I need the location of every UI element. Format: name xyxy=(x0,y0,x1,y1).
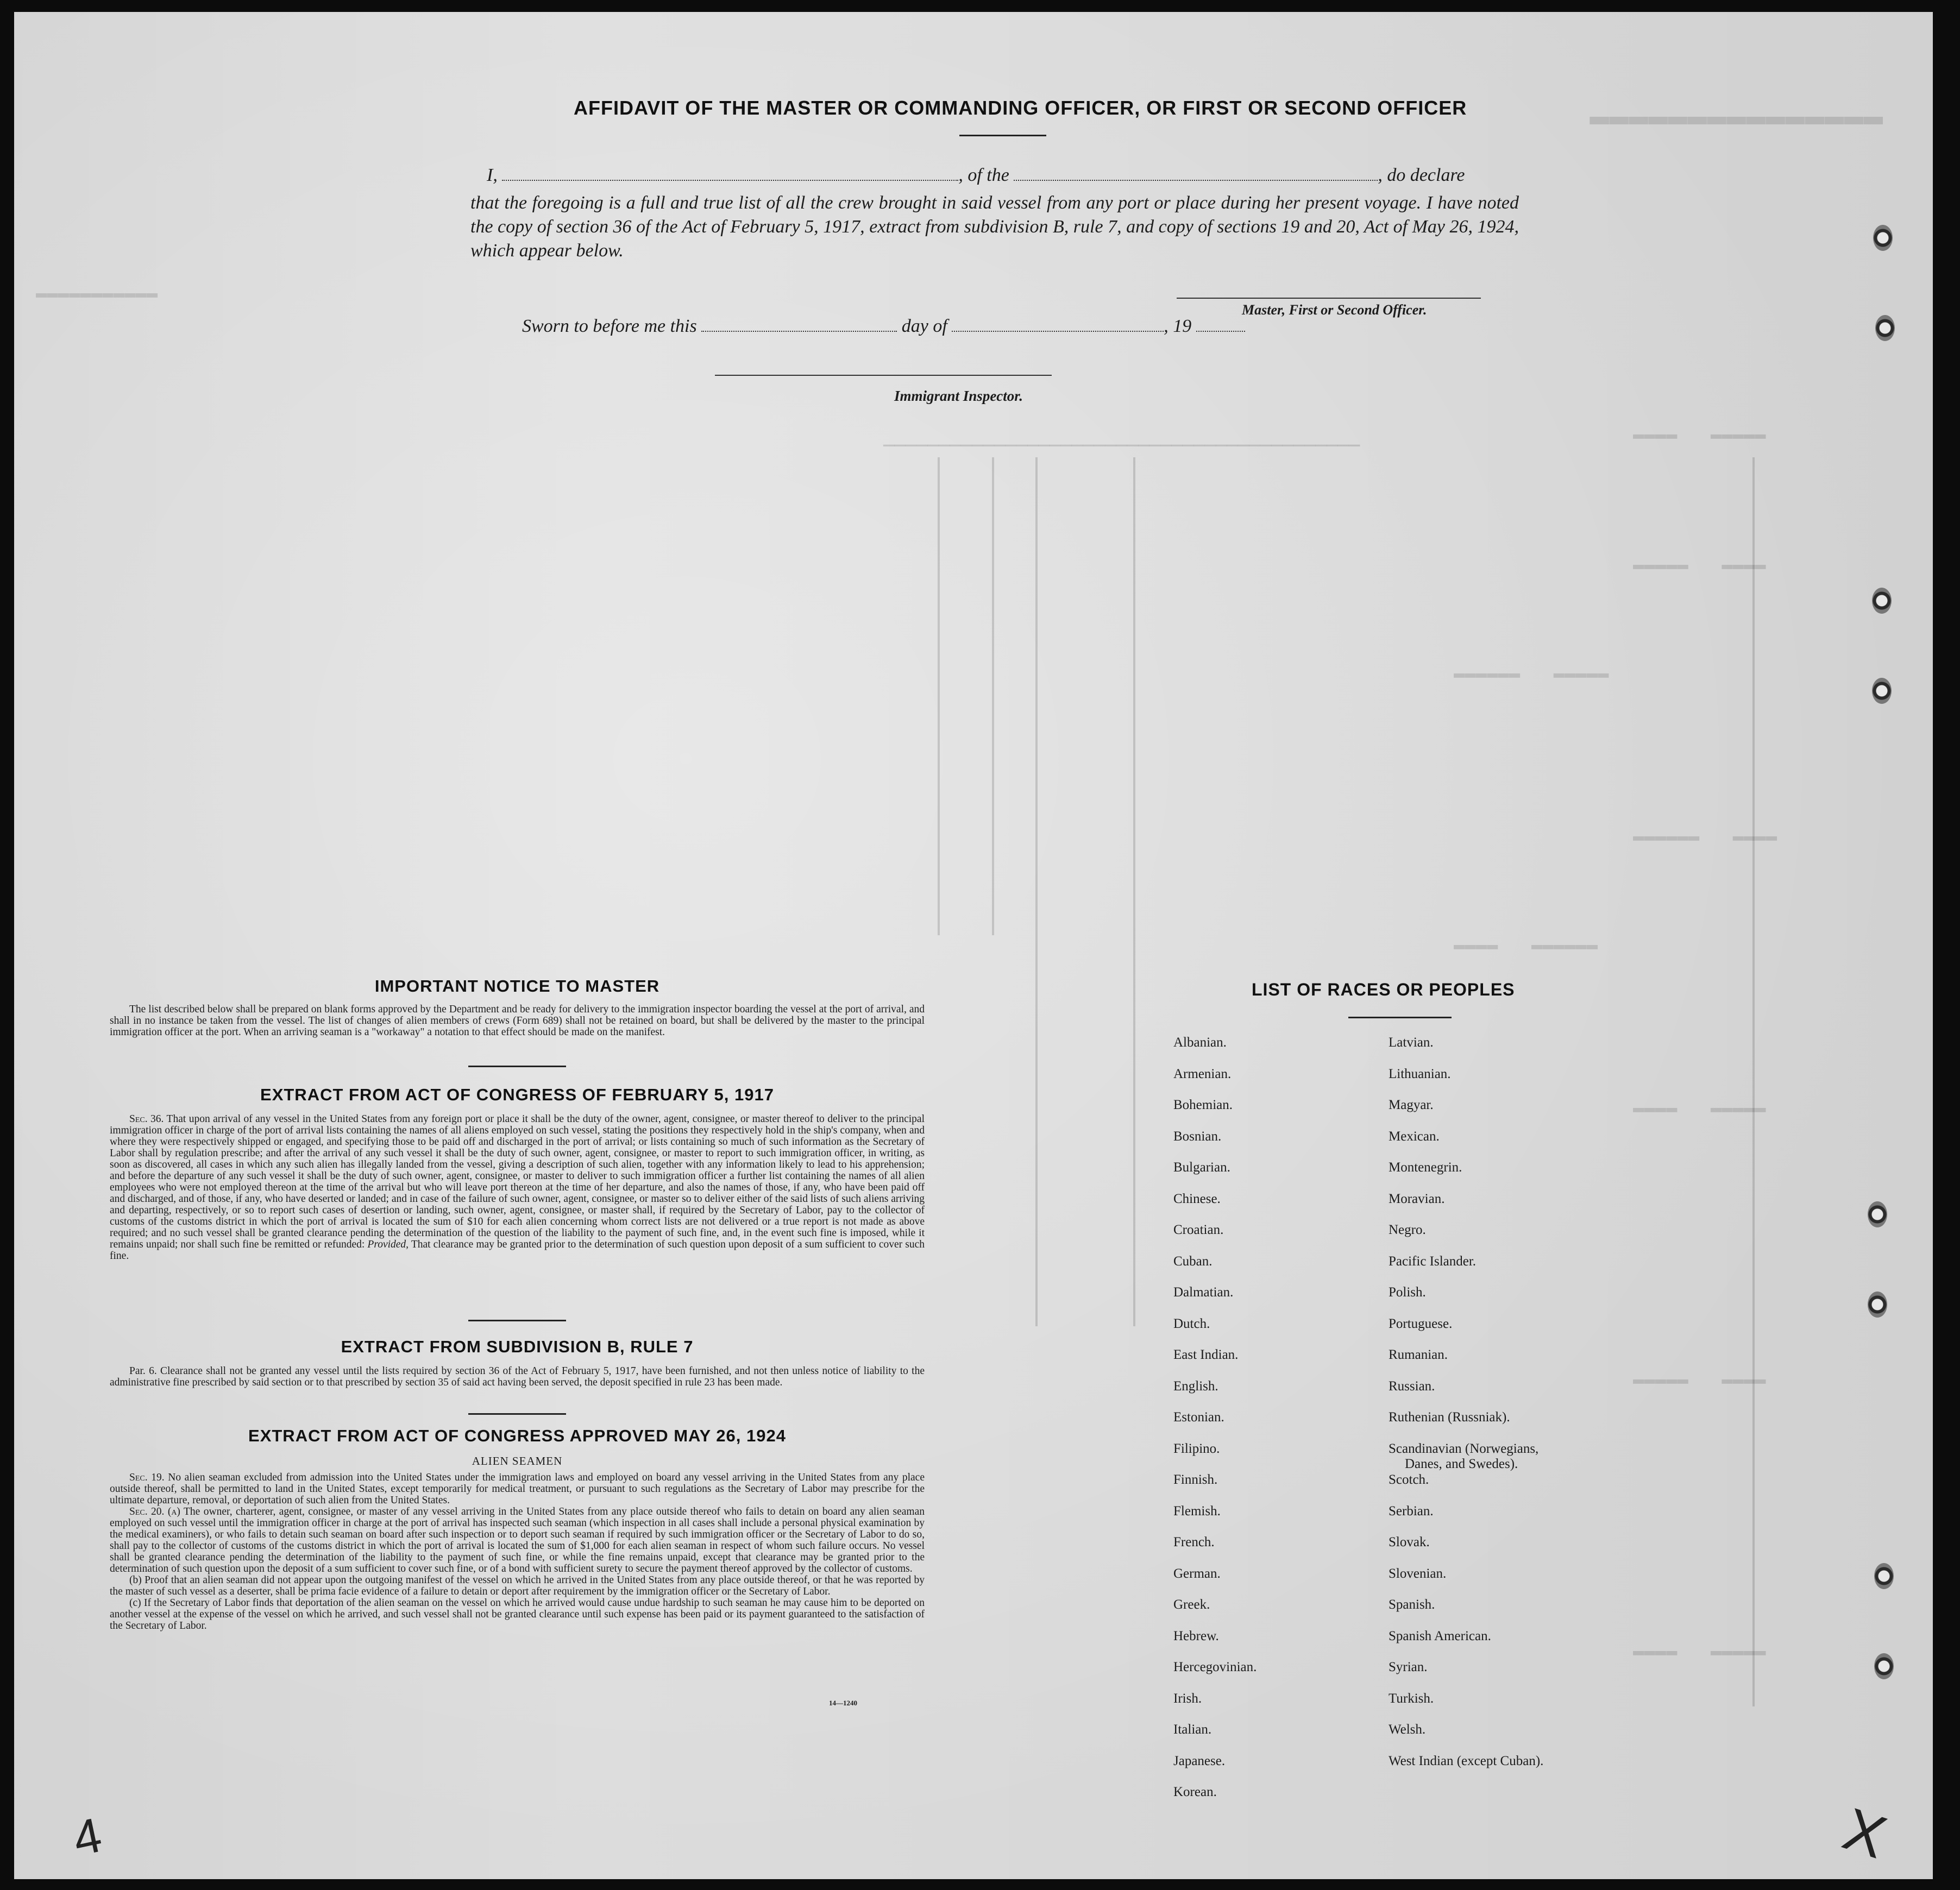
act-1917-text xyxy=(110,1113,925,1262)
race-item: Finnish. xyxy=(1173,1472,1218,1487)
punch-hole xyxy=(1874,1563,1894,1589)
race-item: Polish. xyxy=(1389,1285,1426,1300)
races-title: LIST OF RACES OR PEOPLES xyxy=(1252,980,1515,999)
race-item: Greek. xyxy=(1173,1597,1210,1612)
race-item: Croatian. xyxy=(1173,1223,1224,1237)
race-item: Welsh. xyxy=(1389,1722,1426,1737)
race-item: German. xyxy=(1173,1566,1221,1581)
act-1924-title: EXTRACT FROM ACT OF CONGRESS APPROVED MAY 26, 1924 xyxy=(248,1426,786,1445)
races-title-underline xyxy=(1348,1017,1452,1018)
declarant-name-field[interactable] xyxy=(502,166,958,181)
race-item: East Indian. xyxy=(1173,1347,1239,1362)
act-1917-title: EXTRACT FROM ACT OF CONGRESS OF FEBRUARY 5, 1917 xyxy=(260,1085,774,1104)
punch-hole xyxy=(1875,315,1895,341)
proviso-label: Provided, xyxy=(367,1239,409,1250)
race-item: Rumanian. xyxy=(1389,1347,1448,1362)
race-item: Hercegovinian. xyxy=(1173,1660,1257,1674)
race-item: Russian. xyxy=(1389,1378,1435,1394)
race-item: Chinese. xyxy=(1173,1191,1221,1206)
notice-title: IMPORTANT NOTICE TO MASTER xyxy=(374,976,660,996)
race-item: Slovak. xyxy=(1389,1535,1430,1549)
race-item: Italian. xyxy=(1173,1722,1212,1737)
race-item: Portuguese. xyxy=(1389,1316,1453,1331)
race-item: Korean. xyxy=(1173,1785,1217,1799)
rule-7-text xyxy=(110,1365,925,1388)
inspector-signature-line[interactable] xyxy=(715,375,1052,376)
master-signature-line[interactable] xyxy=(1177,298,1481,299)
race-item: Filipino. xyxy=(1173,1441,1220,1456)
act-1924-text xyxy=(110,1472,925,1631)
handwritten-mark-bottom-right: X xyxy=(1835,1795,1894,1872)
document-sheet: ——————————————————————————————————————————— ▬▬▬▬ ▬▬▬▬▬ ▬▬▬▬▬ ▬▬▬▬ ▬▬▬▬▬▬ ▬▬▬▬ ▬▬▬▬ ▬▬▬▬▬ ▬▬▬▬▬ ▬▬▬▬ ▬▬▬▬ ▬▬▬▬▬ ▬▬▬▬▬▬ ▬▬▬▬▬ ▬▬▬▬ ▬▬▬▬▬▬ ▬▬▬▬▬▬▬▬▬▬▬ ▬▬▬▬▬▬▬▬▬▬▬▬▬▬▬ AFFIDAVIT OF THE MASTER OR COMMANDING OFFICER, OR FIRST OR SECOND OFFICER I, , of the , do declare that the foregoing is a full and true list of all the crew brought in said vessel from any port or place during her present voyage. I have noted the copy of section 36 of the Act of February 5, 1917, extract from subdivision B, rule 7, and copy of sections 19 and 20, Act of May 26, 1924, which appear below. Master, First or Second Officer. Sworn to before me this day of , 19 Immigrant Inspector. IMPORTANT NOTICE TO MASTER The list described below shall be prepared on blank forms approved by the Department and be ready for delivery to the immigration inspector boarding the vessel at the port of arrival, and shall in no instance be taken from the vessel. The list of changes of alien members of crews (Form 689) shall not be retained on board, but shall be delivered by the master to the principal immigration officer at the port. When an arriving seaman is a "workaway" a notation to that effect should be made on the manifest. EXTRACT FROM ACT OF CONGRESS OF FEBRUARY 5, 1917 Sec. 36. That upon arrival of any vessel in the United States from any foreign port or place it shall be the duty of the owner, agent, consignee, or master thereof to deliver to the principal immigration officer in charge of the port of arrival lists containing the names of all aliens employed on such vessel, stating the positions they respectively hold in the ship's company, when and where they were respectively shipped or engaged, and specifying those to be paid off and discharged in the port of arrival; or lists containing so much of such information as the Secretary of Labor shall by regulation prescribe; and after the arrival of any such vessel it shall be the duty of such owner, agent, consignee, or master to report to such immigration officer, in writing, as soon as discovered, all cases in which any such alien has illegally landed from the vessel, giving a description of such alien, together with any information likely to lead to his apprehension; and before the departure of any such vessel it shall be the duty of such owner, agent, consignee, or master to deliver to such immigration officer a further list containing the names of all alien employees who were not employed thereon at the time of the arrival but who will leave port thereon at the time of her departure, and also the names of those, if any, who have been paid off and discharged, and of those, if any, who have deserted or landed; and in case of the failure of such owner, agent, consignee, or master so to deliver either of the said lists of such aliens arriving and departing, respectively, or so to report such cases of desertion or landing, such owner, agent, consignee, or master shall, if required by the Secretary of Labor, pay to the collector of customs of the customs district in which the port of arrival is located the sum of $10 for each alien concerning whom correct lists are not delivered or a true report is not made as above required; and no such vessel shall be granted clearance pending the determination of the question of the liability to the payment of such fine, and, in the event such fine is imposed, while it remains unpaid; nor shall such fine be remitted or refunded: Provided, That clearance may be granted prior to the determination of such question upon deposit of a sum sufficient to cover such fine. EXTRACT FROM SUBDIVISION B, RULE 7 Par. 6. Clearance shall not be granted any vessel until the lists required by section 36 of the Act of February 5, 1917, have been furnished, and not then unless notice of liability to the administrative fine prescribed by said section or to that prescribed by section 35 of said act having been served, the deposit specified in rule 23 has been made. EXTRACT FROM ACT OF CONGRESS APPROVED MAY 26, 1924 ALIEN SEAMEN Sec. 19. No alien seaman excluded from admission into the United States under the immigration laws and employed on board any vessel arriving in the United States from any place outside thereof, shall be permitted to land in the United States, except temporarily for medical treatment, or pursuant to such regulations as the Secretary of Labor may prescribe for the ultimate departure, removal, or deportation of such alien from the United States. Sec. 20. (a) The owner, charterer, agent, consignee, or master of any vessel arriving in the United States from any place outside thereof who fails to detain on board any alien seaman employed on such vessel until the immigration officer in charge at the port of arrival has inspected such seaman (which inspection in all cases shall include a personal physical examination by the medical examiners), or who fails to detain such seaman on board after such inspection or to deport such seaman if required by such immigration officer or the Secretary of Labor to do so, shall pay to the collector of customs of the customs district in which the port of arrival is located the sum of $1,000 for each alien seaman in respect of whom such failure occurs. No vessel shall be granted clearance pending the determination of the liability to the payment of such fine, or while the fine remains unpaid, except that clearance may be granted prior to the determination of such question upon the deposit of a sum sufficient to cover such fine, or of a bond with sufficient surety to secure the payment thereof approved by the collector of customs. (b) Proof that an alien seaman did not appear upon the outgoing manifest of the vessel on which he arrived in the United States from any place outside thereof, or that he was reported by the master of such vessel as a deserter, shall be prima facie evidence of a failure to detain or deport after requirement by the immigration officer or the Secretary of Labor. (c) If the Secretary of Labor finds that deportation of the alien seaman on the vessel on which he arrived would cause undue hardship to such seaman he may cause him to be deported on another vessel at the expense of the vessel on which he arrived, and such vessel shall not be granted clearance until such expense has been paid or its payment guaranteed to the satisfaction of the Secretary of Labor. 14—1240 LIST OF RACES OR PEOPLES Albanian. Armenian. Bohemian. Bosnian. Bulgarian. Chinese. Croatian. Cuban. Dalmatian. Dutch. East Indian. English. Estonian. Filipino. Finnish. Flemish. French. German. Greek. Hebrew. Hercegovinian. Irish. Italian. Japanese. Korean. Latvian. Lithuanian. Magyar. Mexican. Montenegrin. Moravian. Negro. Pacific Islander. Polish. Portuguese. Rumanian. Russian. Ruthenian (Russniak). Scandinavian (Norwegians, Danes, and Swedes). Scotch. Serbian. Slovak. Slovenian. Spanish. Spanish American. Syrian. Turkish. Welsh. West Indian (except Cuban). 4 X xyxy=(14,12,1933,1879)
race-item: Armenian. xyxy=(1173,1066,1232,1081)
punch-hole xyxy=(1868,1292,1887,1318)
punch-hole xyxy=(1872,678,1892,704)
race-item: Mexican. xyxy=(1389,1129,1440,1144)
race-item: Dalmatian. xyxy=(1173,1285,1234,1300)
affidavit-declaration-text: that the foregoing is a full and true list of all the crew brought in said vessel from any port or place during her present voyage. I have noted the copy of section 36 of the Act of February 5, 1917, extract from subdivision B, rule 7, and copy of sections 19 and 20, Act of May 26, 1924, which appear below. xyxy=(470,193,1519,261)
race-item: Spanish American. xyxy=(1389,1628,1491,1643)
declaration-line xyxy=(470,165,1465,186)
section-36-label: Sec. 36. xyxy=(129,1113,164,1125)
inspector-signature-label: Immigrant Inspector. xyxy=(894,388,1023,404)
handwritten-mark-bottom-left: 4 xyxy=(68,1807,106,1867)
race-item: Syrian. xyxy=(1389,1660,1428,1674)
race-item: Montenegrin. xyxy=(1389,1160,1462,1175)
race-item: West Indian (except Cuban). xyxy=(1389,1753,1544,1768)
section-20a-text: The owner, charterer, agent, consignee, or master of any vessel arriving in the United States from any place outside thereof who fails to detain on board any alien seaman employed on such vessel until the immigration officer in charge at the port of arrival has inspected such seaman (which inspection in all cases shall include a personal physical examination by the medical examiners), or who fails to detain such seaman on board after such inspection or to deport such seaman if required by such immigration officer or the Secretary of Labor to do so, shall pay to the collector of customs of the customs district in which the port of arrival is located the sum of $1,000 for each alien seaman in respect of whom such failure occurs. No vessel shall be granted clearance pending the determination of the liability to the payment of such fine, or while the fine remains unpaid, except that clearance may be granted prior to the determination of such question upon the deposit of a sum sufficient to cover such fine, or of a bond with sufficient surety to secure the payment thereof approved by the collector of customs. xyxy=(110,1506,925,1574)
affidavit-title-underline xyxy=(959,135,1046,136)
act-1917-divider xyxy=(468,1320,566,1321)
race-item: Negro. xyxy=(1389,1223,1426,1237)
race-item: Danes, and Swedes). xyxy=(1405,1456,1518,1471)
sworn-month-field[interactable] xyxy=(952,317,1164,332)
race-item: Latvian. xyxy=(1389,1035,1434,1050)
race-item: Dutch. xyxy=(1173,1316,1210,1331)
race-item: Bohemian. xyxy=(1173,1098,1233,1112)
race-item: Irish. xyxy=(1173,1691,1202,1706)
section-19-label: Sec. 19. xyxy=(129,1472,165,1483)
race-item: English. xyxy=(1173,1378,1218,1394)
race-item: Bosnian. xyxy=(1173,1129,1222,1144)
rule-7-title: EXTRACT FROM SUBDIVISION B, RULE 7 xyxy=(341,1337,694,1356)
alien-seamen-subtitle: ALIEN SEAMEN xyxy=(472,1454,563,1467)
notice-divider xyxy=(468,1066,566,1067)
section-20c-text: (c) If the Secretary of Labor finds that deportation of the alien seaman on the vessel on which he arrived would cause undue hardship to such seaman he may cause him to be deported on another vessel at the expense of the vessel on which he arrived, and such vessel shall not be granted clearance until such expense has been paid or its payment guaranteed to the satisfaction of the Secretary of Labor. xyxy=(110,1597,925,1631)
race-item: Scotch. xyxy=(1389,1472,1429,1487)
race-item: Pacific Islander. xyxy=(1389,1253,1477,1269)
section-36-text: That upon arrival of any vessel in the United States from any foreign port or place it shall be the duty of the owner, agent, consignee, or master thereof to deliver to the principal immigration officer in charge of the port of arrival lists containing the names of all aliens employed on such vessel, stating the positions they respectively hold in the ship's company, when and where they were respectively shipped or engaged, and specifying those to be paid off and discharged in the port of arrival; or lists containing so much of such information as the Secretary of Labor shall by regulation prescribe; and after the arrival of any such vessel it shall be the duty of such owner, agent, consignee, or master to report to such immigration officer, in writing, as soon as discovered, all cases in which any such alien has illegally landed from the vessel, giving a description of such alien, together with any information likely to lead to his apprehension; and before the departure of any such vessel it shall be the duty of such owner, agent, consignee, or master to deliver to such immigration officer a further list containing the names of all alien employees who were not employed thereon at the time of the arrival but who will leave port thereon at the time of her departure, and also the names of those, if any, who have been paid off and discharged, and of those, if any, who have deserted or landed; and in case of the failure of such owner, agent, consignee, or master so to deliver either of the said lists of such aliens arriving and departing, respectively, or so to report such cases of desertion or landing, such owner, agent, consignee, or master shall, if required by the Secretary of Labor, pay to the collector of customs of the customs district in which the port of arrival is located the sum of $10 for each alien concerning whom correct lists are not delivered or a true report is not made as above required; and no such vessel shall be granted clearance pending the determination of the question of the liability to the payment of such fine, and, in the event such fine is imposed, while it remains unpaid; nor shall such fine be remitted or refunded: xyxy=(110,1113,925,1250)
affidavit-title: AFFIDAVIT OF THE MASTER OR COMMANDING OFFICER, OR FIRST OR SECOND OFFICER xyxy=(574,97,1467,119)
master-signature-label: Master, First or Second Officer. xyxy=(1242,302,1427,318)
declaration-of-the-label: , of the xyxy=(958,165,1009,185)
race-item: Magyar. xyxy=(1389,1098,1434,1112)
sworn-line xyxy=(522,316,1245,337)
punch-hole xyxy=(1873,225,1893,251)
sworn-year-field[interactable] xyxy=(1196,317,1245,332)
race-item: Spanish. xyxy=(1389,1597,1435,1612)
sworn-day-of-label: day of xyxy=(901,316,947,336)
punch-hole xyxy=(1872,588,1892,614)
race-item: Moravian. xyxy=(1389,1191,1445,1206)
race-item: Scandinavian (Norwegians, xyxy=(1389,1441,1539,1456)
race-item: Turkish. xyxy=(1389,1691,1434,1706)
sworn-day-field[interactable] xyxy=(701,317,897,332)
race-item: Albanian. xyxy=(1173,1035,1227,1050)
race-item: Ruthenian (Russniak). xyxy=(1389,1410,1510,1425)
declaration-do-declare-label: , do declare xyxy=(1378,165,1465,185)
rule-7-paragraph: Par. 6. Clearance shall not be granted any vessel until the lists required by section 36 of the Act of February 5, 1917, have been furnished, and not then unless notice of liability to the administrative fine prescribed by said section or to that prescribed by section 35 of said act having been served, the deposit specified in rule 23 has been made. xyxy=(110,1365,925,1388)
sworn-label: Sworn to before me this xyxy=(522,316,697,336)
vessel-name-field[interactable] xyxy=(1014,166,1378,181)
race-item: Estonian. xyxy=(1173,1410,1224,1425)
section-20b-text: (b) Proof that an alien seaman did not appear upon the outgoing manifest of the vessel on which he arrived in the United States from any place outside thereof, or that he was reported by the master of such vessel as a deserter, shall be prima facie evidence of a failure to detain or deport after requirement by the immigration officer or the Secretary of Labor. xyxy=(110,1574,925,1597)
punch-hole xyxy=(1868,1201,1887,1227)
race-item: Bulgarian. xyxy=(1173,1160,1230,1175)
punch-hole xyxy=(1874,1653,1894,1679)
race-item: Japanese. xyxy=(1173,1753,1226,1768)
race-item: Hebrew. xyxy=(1173,1628,1219,1643)
race-item: Serbian. xyxy=(1389,1503,1434,1519)
race-item: Cuban. xyxy=(1173,1253,1213,1269)
race-item: French. xyxy=(1173,1535,1215,1549)
form-number: 14—1240 xyxy=(829,1699,857,1707)
section-20-label: Sec. 20. (a) xyxy=(129,1506,180,1517)
notice-paragraph: The list described below shall be prepared on blank forms approved by the Department and be ready for delivery to the immigration inspector boarding the vessel at the port of arrival, and shall in no instance be taken from the vessel. The list of changes of alien members of crews (Form 689) shall not be retained on board, but shall be delivered by the master to the principal immigration officer at the port. When an arriving seaman is a "workaway" a notation to that effect should be made on the manifest. xyxy=(110,1004,925,1038)
section-19-text: No alien seaman excluded from admission into the United States under the immigration laws and employed on board any vessel arriving in the United States from any place outside thereof, shall be permitted to land in the United States, except temporarily for medical treatment, or pursuant to such regulations as the Secretary of Labor may prescribe for the ultimate departure, removal, or deportation of such alien from the United States. xyxy=(110,1472,925,1506)
proviso-text: That clearance may be granted prior to the determination of such question upon deposit of a sum sufficient to cover such fine. xyxy=(110,1239,925,1262)
sworn-year-label: , 19 xyxy=(1164,316,1192,336)
race-item: Slovenian. xyxy=(1389,1566,1447,1581)
race-item: Lithuanian. xyxy=(1389,1066,1451,1081)
declaration-i-label: I, xyxy=(487,165,498,185)
race-item: Flemish. xyxy=(1173,1503,1221,1519)
notice-text xyxy=(110,1004,925,1038)
rule-7-divider xyxy=(468,1413,566,1415)
